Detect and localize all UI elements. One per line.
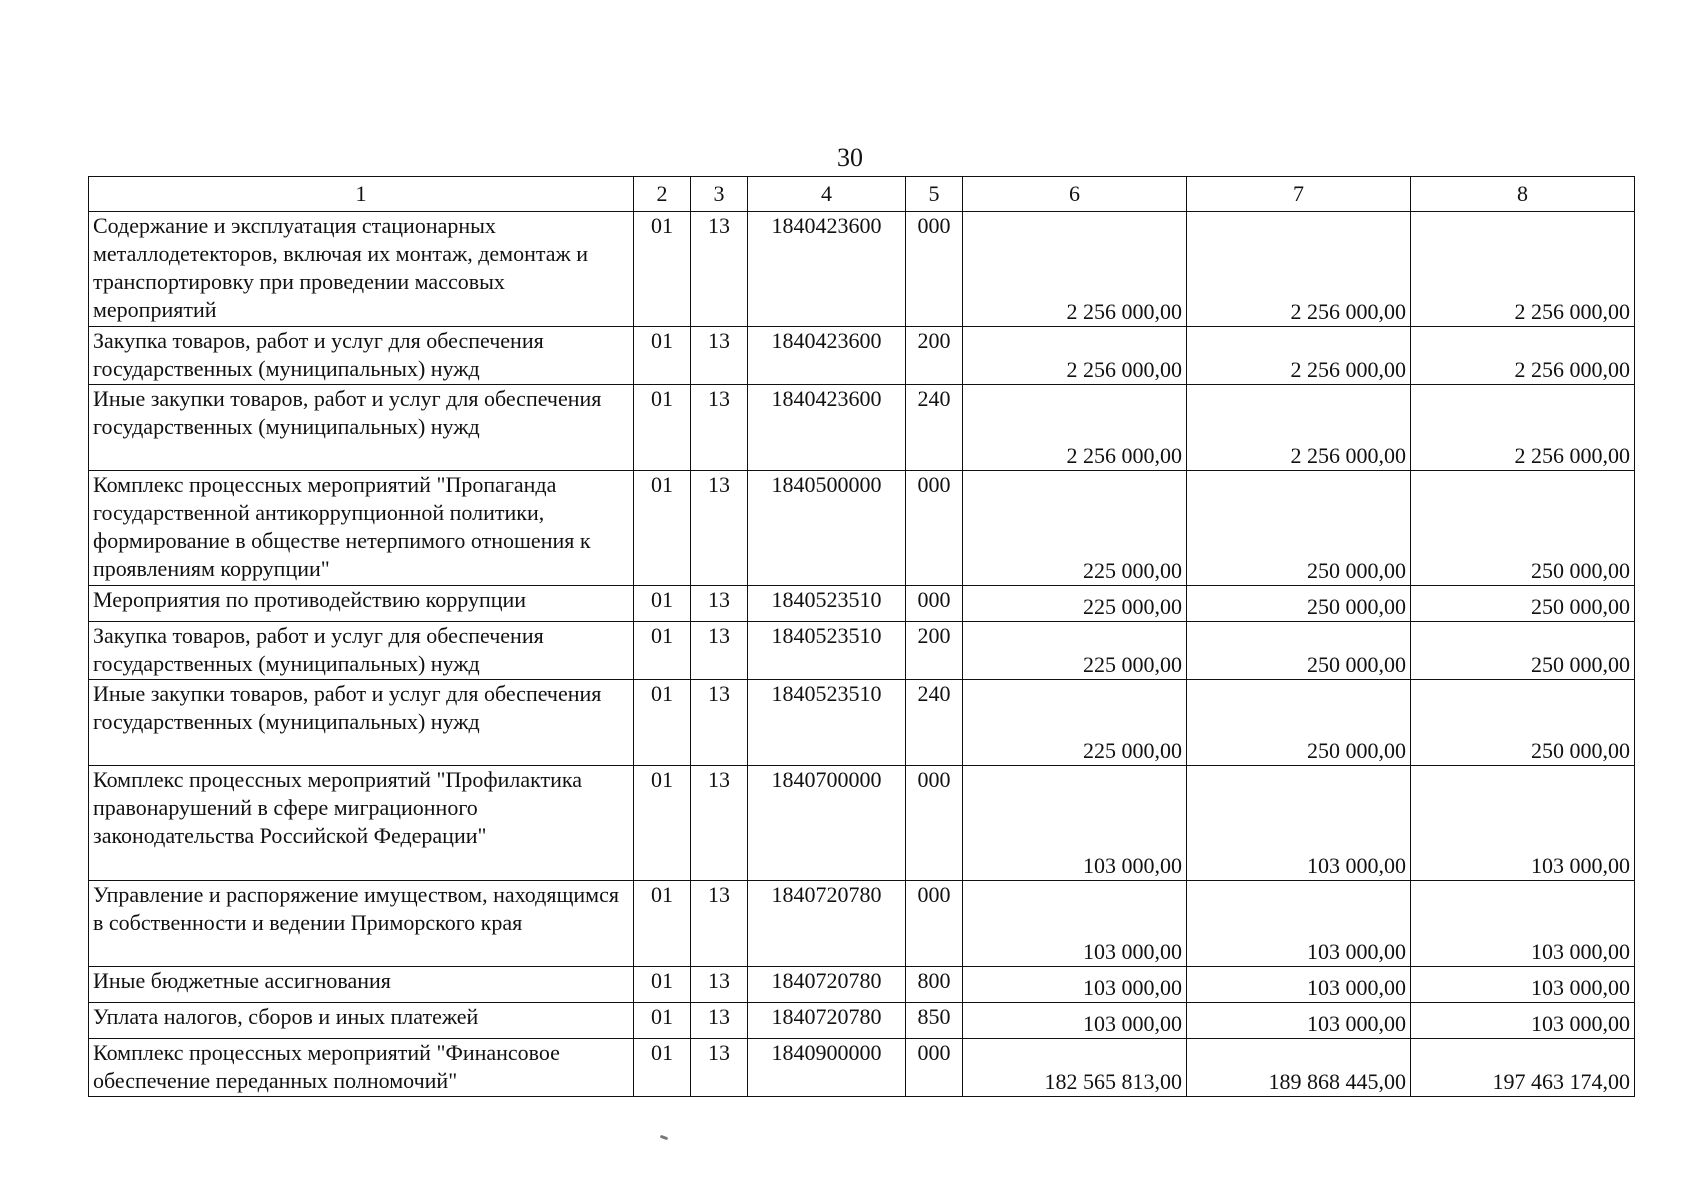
amount-col-6: 2 256 000,00 xyxy=(963,385,1187,471)
table-row xyxy=(89,385,1635,471)
column-header: 3 xyxy=(691,177,748,212)
amount-col-6: 225 000,00 xyxy=(963,471,1187,586)
expense-type-code: 000 xyxy=(906,471,963,586)
table-row xyxy=(89,471,1635,586)
table-header-row xyxy=(89,177,1635,212)
amount-col-7: 250 000,00 xyxy=(1187,622,1411,680)
section-code: 01 xyxy=(634,766,691,881)
expense-type-code: 200 xyxy=(906,622,963,680)
row-name: Иные закупки товаров, работ и услуг для обеспечения государственных (муниципальных) нужд xyxy=(89,680,634,766)
target-article-code: 1840523510 xyxy=(748,680,906,766)
row-name: Закупка товаров, работ и услуг для обеспечения государственных (муниципальных) нужд xyxy=(89,622,634,680)
budget-table xyxy=(88,176,1635,1097)
amount-col-7: 103 000,00 xyxy=(1187,1003,1411,1039)
target-article-code: 1840523510 xyxy=(748,622,906,680)
column-header: 6 xyxy=(963,177,1187,212)
subsection-code: 13 xyxy=(691,766,748,881)
table-row xyxy=(89,680,1635,766)
amount-col-6: 103 000,00 xyxy=(963,881,1187,967)
amount-col-7: 2 256 000,00 xyxy=(1187,385,1411,471)
subsection-code: 13 xyxy=(691,327,748,385)
amount-col-7: 2 256 000,00 xyxy=(1187,327,1411,385)
amount-col-6: 225 000,00 xyxy=(963,680,1187,766)
expense-type-code: 850 xyxy=(906,1003,963,1039)
amount-col-6: 225 000,00 xyxy=(963,622,1187,680)
amount-col-8: 2 256 000,00 xyxy=(1411,385,1635,471)
row-name: Комплекс процессных мероприятий "Финансовое обеспечение переданных полномочий" xyxy=(89,1039,634,1097)
amount-col-8: 250 000,00 xyxy=(1411,586,1635,622)
table-row xyxy=(89,1003,1635,1039)
column-header: 5 xyxy=(906,177,963,212)
section-code: 01 xyxy=(634,586,691,622)
amount-col-8: 103 000,00 xyxy=(1411,967,1635,1003)
amount-col-6: 2 256 000,00 xyxy=(963,212,1187,327)
amount-col-8: 2 256 000,00 xyxy=(1411,327,1635,385)
target-article-code: 1840700000 xyxy=(748,766,906,881)
table-row xyxy=(89,766,1635,881)
amount-col-8: 103 000,00 xyxy=(1411,881,1635,967)
row-name: Уплата налогов, сборов и иных платежей xyxy=(89,1003,634,1039)
table-row xyxy=(89,967,1635,1003)
section-code: 01 xyxy=(634,680,691,766)
expense-type-code: 000 xyxy=(906,881,963,967)
expense-type-code: 200 xyxy=(906,327,963,385)
row-name: Иные бюджетные ассигнования xyxy=(89,967,634,1003)
scan-speck xyxy=(660,1135,669,1141)
subsection-code: 13 xyxy=(691,680,748,766)
table-row xyxy=(89,881,1635,967)
column-header: 7 xyxy=(1187,177,1411,212)
target-article-code: 1840720780 xyxy=(748,967,906,1003)
row-name: Закупка товаров, работ и услуг для обеспечения государственных (муниципальных) нужд xyxy=(89,327,634,385)
section-code: 01 xyxy=(634,622,691,680)
amount-col-8: 103 000,00 xyxy=(1411,766,1635,881)
section-code: 01 xyxy=(634,967,691,1003)
section-code: 01 xyxy=(634,1003,691,1039)
amount-col-6: 225 000,00 xyxy=(963,586,1187,622)
column-header: 8 xyxy=(1411,177,1635,212)
amount-col-6: 103 000,00 xyxy=(963,1003,1187,1039)
column-header: 2 xyxy=(634,177,691,212)
row-name: Иные закупки товаров, работ и услуг для обеспечения государственных (муниципальных) нужд xyxy=(89,385,634,471)
subsection-code: 13 xyxy=(691,1039,748,1097)
subsection-code: 13 xyxy=(691,967,748,1003)
target-article-code: 1840423600 xyxy=(748,212,906,327)
subsection-code: 13 xyxy=(691,586,748,622)
column-header: 1 xyxy=(89,177,634,212)
amount-col-8: 197 463 174,00 xyxy=(1411,1039,1635,1097)
subsection-code: 13 xyxy=(691,1003,748,1039)
section-code: 01 xyxy=(634,327,691,385)
section-code: 01 xyxy=(634,471,691,586)
table-row xyxy=(89,212,1635,327)
amount-col-7: 250 000,00 xyxy=(1187,680,1411,766)
row-name: Комплекс процессных мероприятий "Пропаганда государственной антикоррупционной политики, формирование в обществе нетерпимого отношения к проявлениям коррупции" xyxy=(89,471,634,586)
amount-col-7: 103 000,00 xyxy=(1187,766,1411,881)
table-row xyxy=(89,586,1635,622)
expense-type-code: 800 xyxy=(906,967,963,1003)
amount-col-7: 103 000,00 xyxy=(1187,967,1411,1003)
subsection-code: 13 xyxy=(691,385,748,471)
target-article-code: 1840423600 xyxy=(748,385,906,471)
subsection-code: 13 xyxy=(691,212,748,327)
row-name: Содержание и эксплуатация стационарных металлодетекторов, включая их монтаж, демонтаж и транспортировку при проведении массовых мероприятий xyxy=(89,212,634,327)
amount-col-7: 189 868 445,00 xyxy=(1187,1039,1411,1097)
amount-col-8: 250 000,00 xyxy=(1411,680,1635,766)
section-code: 01 xyxy=(634,385,691,471)
target-article-code: 1840500000 xyxy=(748,471,906,586)
expense-type-code: 000 xyxy=(906,1039,963,1097)
section-code: 01 xyxy=(634,212,691,327)
table-row xyxy=(89,1039,1635,1097)
target-article-code: 1840900000 xyxy=(748,1039,906,1097)
table-row xyxy=(89,622,1635,680)
expense-type-code: 000 xyxy=(906,212,963,327)
section-code: 01 xyxy=(634,881,691,967)
amount-col-8: 250 000,00 xyxy=(1411,622,1635,680)
target-article-code: 1840423600 xyxy=(748,327,906,385)
amount-col-7: 103 000,00 xyxy=(1187,881,1411,967)
page-number: 30 xyxy=(837,143,863,172)
amount-col-6: 103 000,00 xyxy=(963,967,1187,1003)
target-article-code: 1840523510 xyxy=(748,586,906,622)
target-article-code: 1840720780 xyxy=(748,1003,906,1039)
row-name: Управление и распоряжение имуществом, находящимся в собственности и ведении Приморского края xyxy=(89,881,634,967)
amount-col-7: 250 000,00 xyxy=(1187,586,1411,622)
amount-col-7: 250 000,00 xyxy=(1187,471,1411,586)
subsection-code: 13 xyxy=(691,471,748,586)
expense-type-code: 000 xyxy=(906,766,963,881)
subsection-code: 13 xyxy=(691,881,748,967)
amount-col-8: 250 000,00 xyxy=(1411,471,1635,586)
table-row xyxy=(89,327,1635,385)
row-name: Комплекс процессных мероприятий "Профилактика правонарушений в сфере миграционного законодательства Российской Федерации" xyxy=(89,766,634,881)
expense-type-code: 240 xyxy=(906,385,963,471)
amount-col-6: 182 565 813,00 xyxy=(963,1039,1187,1097)
row-name: Мероприятия по противодействию коррупции xyxy=(89,586,634,622)
amount-col-8: 103 000,00 xyxy=(1411,1003,1635,1039)
amount-col-6: 2 256 000,00 xyxy=(963,327,1187,385)
column-header: 4 xyxy=(748,177,906,212)
subsection-code: 13 xyxy=(691,622,748,680)
amount-col-7: 2 256 000,00 xyxy=(1187,212,1411,327)
amount-col-8: 2 256 000,00 xyxy=(1411,212,1635,327)
expense-type-code: 000 xyxy=(906,586,963,622)
amount-col-6: 103 000,00 xyxy=(963,766,1187,881)
target-article-code: 1840720780 xyxy=(748,881,906,967)
section-code: 01 xyxy=(634,1039,691,1097)
expense-type-code: 240 xyxy=(906,680,963,766)
